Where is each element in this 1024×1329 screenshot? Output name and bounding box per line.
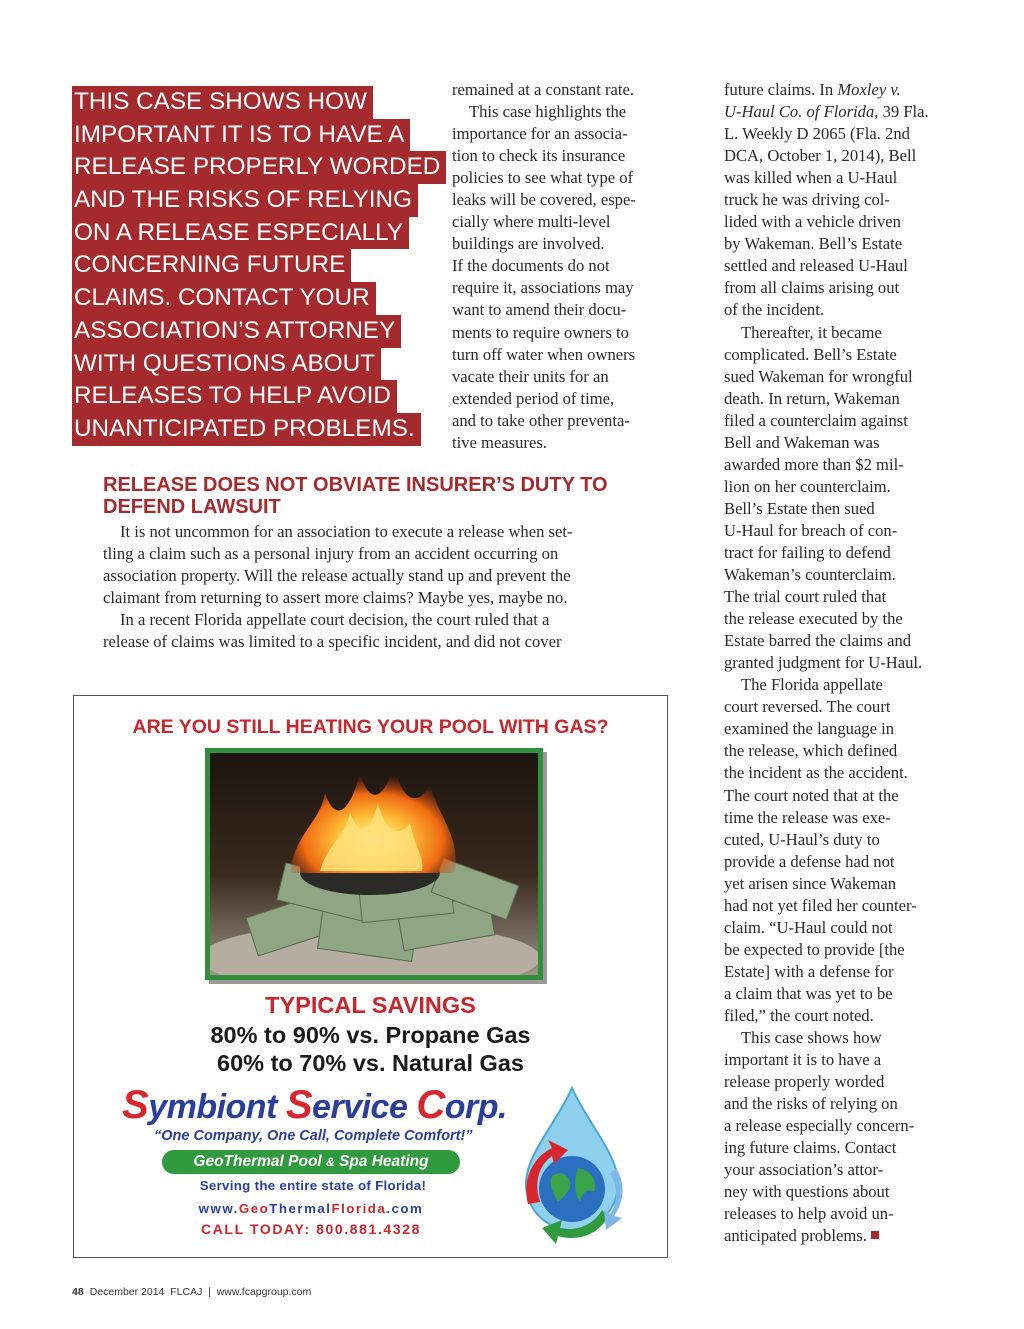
pull-quote-line: AND THE RISKS OF RELYING (72, 184, 418, 217)
pull-quote-line: RELEASES TO HELP AVOID (72, 380, 397, 413)
text-line: policies to see what type of (452, 168, 634, 188)
burning-money-illustration (210, 753, 538, 975)
text-line: had not yet filed her counter- (724, 895, 917, 915)
text-line: of the incident. (724, 300, 824, 320)
company-logo-text (122, 1083, 507, 1128)
text-line: granted judgment for U-Haul. (724, 653, 923, 673)
text-fragment: anticipated problems. (724, 1226, 867, 1246)
logo-text: ymbiont (148, 1088, 286, 1126)
article-column-2 (452, 79, 670, 454)
text-line: the release, which defined (724, 741, 898, 761)
pill-ampersand: & (326, 1155, 335, 1169)
pill-text: GeoThermal Pool (193, 1153, 327, 1170)
ad-service-pill (162, 1150, 460, 1174)
text-line: This case highlights the (469, 102, 627, 122)
text-line: buildings are involved. (452, 234, 605, 254)
text-line: truck he was driving col- (724, 190, 890, 210)
text-line: ments to require owners to (452, 322, 629, 342)
text-line (724, 79, 954, 101)
text-line: Wakeman’s counterclaim. (724, 565, 896, 585)
pull-quote-line: ASSOCIATION’S ATTORNEY (72, 315, 401, 348)
text-line: death. In return, Wakeman (724, 388, 900, 408)
text-line: It is not uncommon for an association to execute a release when set- (120, 522, 573, 541)
ad-serving-text: Serving the entire state of Florida! (199, 1178, 427, 1193)
text-line: want to amend their docu- (452, 300, 627, 320)
text-line: L. Weekly D 2065 (Fla. 2nd (724, 124, 910, 144)
text-line (724, 1225, 954, 1247)
pill-text: Spa Heating (334, 1153, 429, 1170)
text-line: and to take other preventa- (452, 410, 630, 430)
text-line: Thereafter, it became (741, 322, 882, 342)
heading-line: RELEASE DOES NOT OBVIATE INSURER’S DUTY TO (103, 474, 608, 496)
ad-savings-line: 60% to 70% vs. Natural Gas (217, 1050, 524, 1076)
ad-website (166, 1201, 456, 1216)
pull-quote-line: RELEASE PROPERLY WORDED (72, 151, 446, 184)
text-line: Estate] with a defense for (724, 961, 894, 981)
text-line: a claim that was yet to be (724, 983, 893, 1003)
text-line: time the release was exe- (724, 807, 891, 827)
text-line (724, 101, 954, 123)
pull-quote-line: THIS CASE SHOWS HOW (72, 86, 373, 119)
text-line: your association’s attor- (724, 1160, 884, 1180)
text-line: The court noted that at the (724, 785, 899, 805)
text-line: settled and released U-Haul (724, 256, 908, 276)
text-line: The trial court ruled that (724, 587, 887, 607)
footer-issue: December 2014 FLCAJ | www.fcapgroup.com (89, 1286, 312, 1298)
advertisement (73, 695, 668, 1258)
text-line: examined the language in (724, 719, 895, 739)
text-line: from all claims arising out (724, 278, 900, 298)
logo-cap: S (285, 1083, 313, 1127)
text-line: cially where multi-level (452, 212, 611, 232)
text-line: turn off water when owners (452, 344, 636, 364)
web-part: .com (386, 1201, 424, 1216)
heading-line: DEFEND LAWSUIT (103, 496, 281, 518)
text-line: awarded more than $2 mil- (724, 454, 904, 474)
ad-savings-line: 80% to 90% vs. Propane Gas (210, 1022, 531, 1048)
text-line: Bell’s Estate then sued (724, 498, 875, 518)
burning-money-image (205, 748, 543, 980)
web-part: Florida (331, 1201, 387, 1216)
pull-quote-line: CONCERNING FUTURE (72, 249, 351, 282)
text-line: and the risks of relying on (724, 1094, 898, 1114)
text-line: DCA, October 1, 2014), Bell (724, 146, 917, 166)
text-line: lion on her counterclaim. (724, 476, 891, 496)
text-line: complicated. Bell’s Estate (724, 344, 897, 364)
pull-quote-line: ON A RELEASE ESPECIALLY (72, 217, 409, 250)
pull-quote (72, 86, 441, 446)
text-line: claimant from returning to assert more claims? Maybe yes, maybe no. (103, 588, 568, 608)
ad-phone: CALL TODAY: 800.881.4328 (201, 1221, 421, 1237)
ad-savings-title: TYPICAL SAVINGS (265, 992, 476, 1018)
logo-text: orp. (444, 1088, 507, 1126)
text-line: ney with questions about (724, 1182, 890, 1202)
text-line: yet arisen since Wakeman (724, 873, 897, 893)
text-line: release properly worded (724, 1072, 885, 1092)
pull-quote-line: IMPORTANT IT IS TO HAVE A (72, 119, 410, 152)
text-fragment: , 39 Fla. (874, 102, 929, 122)
text-line: ing future claims. Contact (724, 1138, 897, 1158)
text-line: leaks will be covered, espe- (452, 190, 636, 210)
text-line: the release executed by the (724, 609, 903, 629)
text-line: was killed when a U-Haul (724, 168, 898, 188)
ad-headline: ARE YOU STILL HEATING YOUR POOL WITH GAS? (132, 716, 609, 738)
text-line: U-Haul for breach of con- (724, 520, 898, 540)
web-part: Thermal (269, 1201, 332, 1216)
text-line: tling a claim such as a personal injury from an accident occurring on (103, 544, 559, 564)
text-line: tion to check its insurance (452, 146, 626, 166)
text-line: a release especially concern- (724, 1116, 915, 1136)
text-fragment: future claims. In (724, 80, 838, 99)
text-line: importance for an associa- (452, 124, 628, 144)
text-line: association property. Will the release actually stand up and prevent the (103, 566, 571, 586)
text-line: Estate barred the claims and (724, 631, 912, 651)
section-heading (103, 474, 643, 518)
logo-text: ervice (312, 1088, 417, 1126)
text-line: sued Wakeman for wrongful (724, 366, 913, 386)
web-part: www. (198, 1201, 239, 1216)
article-column-3 (724, 79, 954, 1247)
page-footer (72, 1286, 311, 1298)
end-mark-icon (871, 1231, 879, 1239)
section-body (103, 521, 663, 653)
logo-cap: C (416, 1083, 445, 1127)
text-line: The Florida appellate (741, 675, 883, 695)
text-line: In a recent Florida appellate court decision, the court ruled that a (120, 610, 550, 630)
pull-quote-line: UNANTICIPATED PROBLEMS. (72, 413, 421, 446)
text-line: This case shows how (741, 1028, 882, 1048)
globe-drop-icon (508, 1084, 636, 1244)
text-line: filed,” the court noted. (724, 1005, 874, 1025)
text-line: by Wakeman. Bell’s Estate (724, 234, 903, 254)
text-line: vacate their units for an (452, 366, 609, 386)
text-line: tract for failing to defend (724, 542, 891, 562)
pull-quote-line: CLAIMS. CONTACT YOUR (72, 282, 376, 315)
text-line: Bell and Wakeman was (724, 432, 880, 452)
text-line: release of claims was limited to a specific incident, and did not cover (103, 632, 562, 652)
page-number: 48 (72, 1286, 84, 1298)
text-line: If the documents do not (452, 256, 610, 276)
web-part: Geo (238, 1201, 270, 1216)
case-name-italic: U-Haul Co. of Florida (724, 102, 875, 122)
text-line: remained at a constant rate. (452, 80, 634, 99)
text-line: court reversed. The court (724, 697, 891, 717)
text-line: the incident as the accident. (724, 763, 908, 783)
text-line: releases to help avoid un- (724, 1204, 894, 1224)
case-name-italic: Moxley v. (837, 80, 901, 99)
text-line: extended period of time, (452, 388, 615, 408)
text-line: claim. “U-Haul could not (724, 917, 893, 937)
text-line: be expected to provide [the (724, 939, 905, 959)
text-line: cuted, U-Haul’s duty to (724, 829, 880, 849)
ad-slogan: “One Company, One Call, Complete Comfort!” (154, 1128, 473, 1144)
text-line: filed a counterclaim against (724, 410, 908, 430)
text-line: tive measures. (452, 432, 547, 452)
text-line: provide a defense had not (724, 851, 895, 871)
text-line: important it is to have a (724, 1050, 882, 1070)
text-line: require it, associations may (452, 278, 634, 298)
logo-cap: S (122, 1083, 149, 1127)
pull-quote-line: WITH QUESTIONS ABOUT (72, 348, 381, 381)
text-line: lided with a vehicle driven (724, 212, 901, 232)
